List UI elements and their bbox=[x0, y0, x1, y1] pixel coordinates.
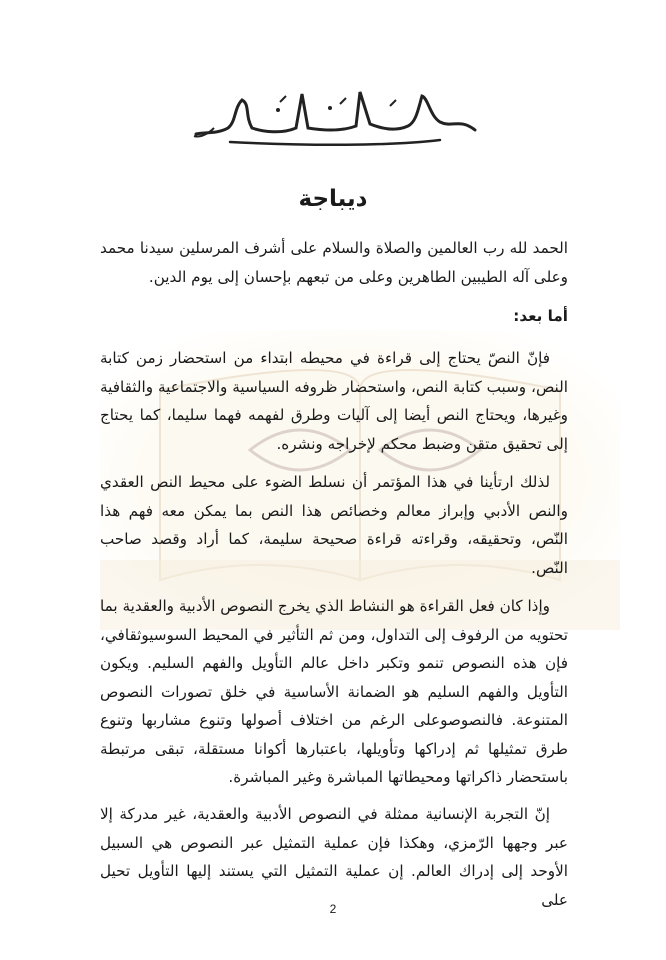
amma-baad-heading: أما بعد: bbox=[513, 307, 568, 325]
page-number: 2 bbox=[329, 902, 337, 916]
paragraph-1: فإنّ النصّ يحتاج إلى قراءة في محيطه ابتداء من استحضار زمن كتابة النص، وسبب كتابة النص، واستحضار ظروفه السياسية والاجتماعية والثقافية وغيرها، ويحتاج النص أيضا إلى آليات وطرق لفهمه فهما سليما، كما يحتاج إلى تحقيق متقن وضبط محكم لإخراجه ونشره. bbox=[100, 349, 568, 453]
page-title: ديباجة bbox=[298, 186, 368, 212]
paragraph-2: لذلك ارتأينا في هذا المؤتمر أن نسلط الضوء على محيط النص العقدي والنص الأدبي وإبراز معالم وخصائص هذا النص بما يمكن معه فهم هذا النّص، وتحقيقه، وقراءته قراءة صحيحة سليمة، كما أراد وقصد صاحب النّص. bbox=[100, 473, 568, 577]
intro-paragraph: الحمد لله رب العالمين والصلاة والسلام على أشرف المرسلين سيدنا محمد وعلى آله الطيبين الطاهرين وعلى من تبعهم بإحسان إلى يوم الدين. bbox=[100, 239, 568, 286]
paragraph-3: وإذا كان فعل القراءة هو النشاط الذي يخرج النصوص الأدبية والعقدية بما تحتويه من الرفوف إلى التداول، ومن ثم التأثير في المحيط السوسيوثقافي، فإن هذه النصوص تنمو وتكبر داخل عالم التأويل والفهم السليم. ويكون التأويل والفهم السليم هو الضمانة الأساسية في خلق تصورات النصوص المتنوعة. فالنصوصوعلى الرغم من اختلاف أصولها وتنوع مشاربها وتنوع طرق تمثيلها ثم إدراكها وتأويلها، باعتبارها أكوانا مستقلة، تبقى مرتبطة باستحضار ذاكراتها ومحيطاتها المباشرة وغير المباشرة. bbox=[100, 597, 568, 786]
paragraph-4: إنّ التجربة الإنسانية ممثلة في النصوص الأدبية والعقدية، غير مدركة إلا عبر وجهها الرّمزي، وهكذا فإن عملية التمثيل عبر النصوص هي السبيل الأوحد إلى إدراك العالم. إن عملية التمثيل التي يستند إليها التأويل تحيل على bbox=[100, 805, 568, 909]
basmala-calligraphy bbox=[190, 88, 480, 148]
